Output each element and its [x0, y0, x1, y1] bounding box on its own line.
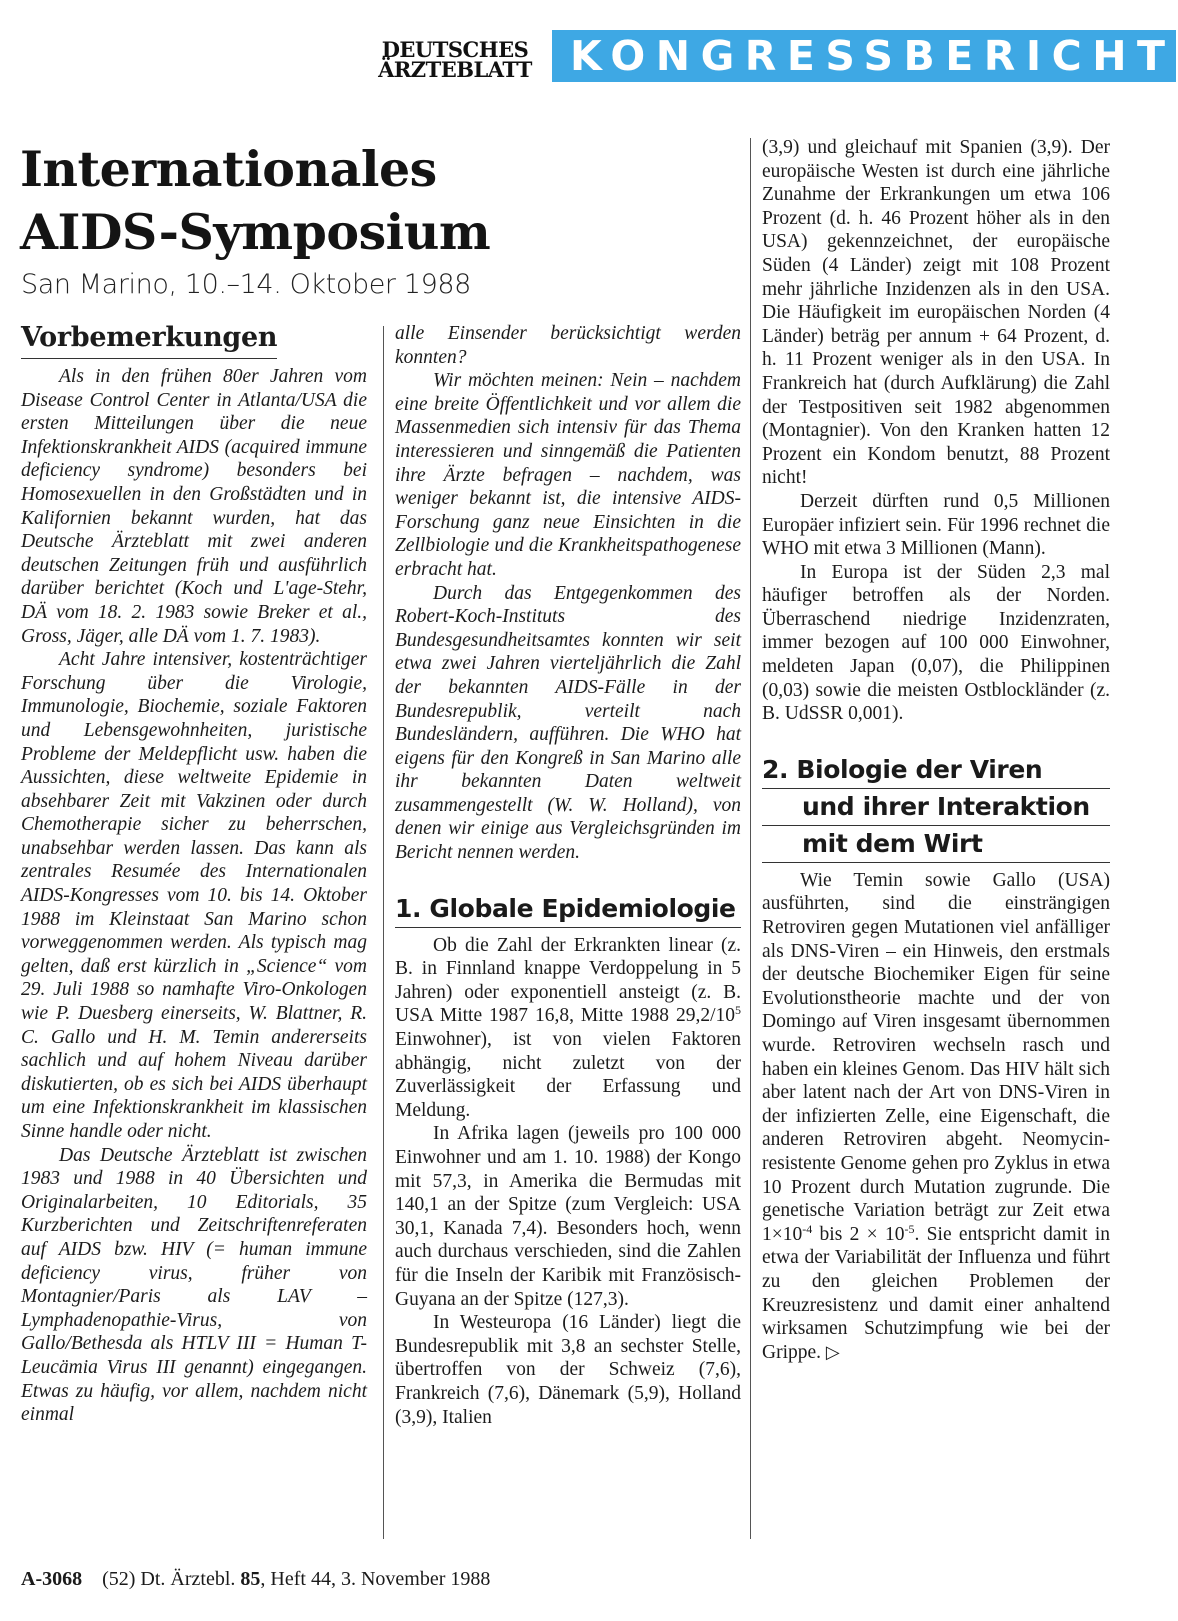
- article-subtitle: San Marino, 10.–14. Oktober 1988: [21, 269, 471, 300]
- citation-issue: , Heft 44, 3. November 1988: [260, 1568, 491, 1590]
- journal-logo: [366, 37, 544, 82]
- section-2-paragraph-1-text-c: . Sie entspricht damit in etwa der Variabilität der Influenza und führt zu den gleichen Problemen der Kreuzresistenz und damit einer anhaltend wirksamen Schutzimpfung wie bei der Grippe.: [762, 1223, 1110, 1363]
- section-1-paragraph-2: In Afrika lagen (jeweils pro 100 000 Einwohner und am 1. 10. 1988) der Kongo mit 57,3, in Amerika die Bermudas mit 140,1 an der Spitze (zum Vergleich: USA 30,1, Kanada 7,4). Besonders hoch, wenn auch durchaus verschieden, sind die Zahlen für die Inseln der Karibik mit Französisch-Guyana an der Spitze (127,3).: [395, 1123, 741, 1310]
- section-1-paragraph-1: [395, 934, 741, 1123]
- article-title-line-1: Internationales: [20, 140, 437, 198]
- section-2-heading-line-2: und ihrer Interaktion: [762, 789, 1110, 826]
- citation-journal: (52) Dt. Ärztebl.: [102, 1568, 236, 1590]
- section-1-heading-text: 1. Globale Epidemiologie: [395, 891, 741, 928]
- section-1-heading: [395, 891, 741, 928]
- intro-paragraph-3: Das Deutsche Ärzteblatt ist zwischen 1983 und 1988 in 40 Übersichten und Originalarbeiten, 10 Editorials, 35 Kurzberichten und Zeitschriftenreferaten auf AIDS bzw. HIV (= human immune deficiency virus, früher von Montagnier/Paris als LAV – Lymphadenopathie-Virus, von Gallo/Bethesda als HTLV III = Human T-Leucämia Virus III genannt) eingegangen. Etwas zu häufig, vor allem, nachdem nicht einmal: [21, 1144, 367, 1426]
- intro-paragraph-4: alle Einsender berücksichtigt werden konnten?: [395, 323, 741, 368]
- continue-arrow-icon: ▷: [825, 1341, 840, 1363]
- intro-paragraph-1: Als in den frühen 80er Jahren vom Disease Control Center in Atlanta/USA die ersten Mitteilungen über die neue Infektionskrankheit AIDS (acquired immune deficiency syndrome) besonders bei Homosexuellen in den Großstädten und in Kalifornien bekannt wurden, hat das Deutsche Ärzteblatt mit zwei anderen deutschen Zeitungen früh und ausführlich darüber berichtet (Koch und L'age-Stehr, DÄ vom 18. 2. 1983 sowie Breker et al., Gross, Jäger, alle DÄ vom 1. 7. 1983).: [21, 366, 367, 647]
- section-1-paragraph-6: In Europa ist der Süden 2,3 mal häufiger betroffen als der Norden. Überraschend niedrige Inzidenzraten, immer bezogen auf 100 000 Einwohner, meldeten Japan (0,07), die Philippinen (0,03) sowie die meisten Ostblockländer (z. B. UdSSR 0,001).: [762, 561, 1110, 725]
- article-title-line-2: AIDS-Symposium: [20, 203, 491, 261]
- column-divider-2: [750, 138, 751, 1539]
- section-2-heading: [762, 752, 1110, 863]
- section-1-paragraph-4: (3,9) und gleichauf mit Spanien (3,9). Der europäische Westen ist durch eine jährliche Zunahme der Erkrankungen um etwa 106 Prozent (d. h. 46 Prozent höher als in den USA) gekennzeichnet, der europäische Süden (4 Länder) zeigt mit 108 Prozent mehr jährliche Inzidenzen als in den USA. Die Häufigkeit im europäischen Norden (4 Länder) beträg per annum + 64 Prozent, d. h. 11 Prozent weniger als in den USA. In Frankreich hat (durch Aufklärung) die Zahl der Testpositiven seit 1982 abgenommen (Montagnier). Von den Kranken hatten 12 Prozent ein Kondom benutzt, 88 Prozent nicht!: [762, 137, 1110, 489]
- intro-paragraph-2: Acht Jahre intensiver, kostenträchtiger Forschung über die Virologie, Immunologie, Biochemie, soziale Faktoren und Lebensgewohnheiten, juristische Probleme der Meldepflicht usw. haben die Aussichten, diese weltweite Epidemie in absehbarer Zeit mit Vakzinen oder durch Chemotherapie sicher zu beherrschen, unabsehbar werden lassen. Das kann als zentrales Resumée des Internationalen AIDS-Kongresses vom 10. bis 14. Oktober 1988 im Kleinstaat San Marino schon vorweggenommen werden. Als typisch mag gelten, daß erst kürzlich in „Science“ vom 29. Juli 1988 so namhafte Viro-Onkologen wie P. Duesberg einerseits, W. Blattner, R. C. Gallo und H. M. Temin andererseits sachlich und auf hohem Niveau darüber diskutierten, ob es sich bei AIDS überhaupt um eine Infektionskrankheit im klassischen Sinne handle oder nicht.: [21, 649, 367, 1142]
- section-1-paragraph-5: Derzeit dürften rund 0,5 Millionen Europäer infiziert sein. Für 1996 rechnet die WHO mit etwa 3 Millionen (Mann).: [762, 490, 1110, 560]
- brand-line-1: DEUTSCHES: [381, 37, 529, 62]
- exponent: 5: [735, 1003, 741, 1018]
- section-2-paragraph-1-text-a: Wie Temin sowie Gallo (USA) ausführten, sind die einsträngigen Retroviren gegen Mutationen viel anfälliger als DNS-Viren – ein Hinweis, den erstmals der deutsche Biochemiker Eigen für seine Evolutionstheorie machte und der von Domingo auf Viren insgesamt übernommen wurde. Retroviren wechseln rasch und haben ein kleines Genom. Das HIV hält sich aber latent nach der Art von DNS-Viren in der infizierten Zelle, eine Eigenschaft, die anderen Retroviren abgeht. Neomycin-resistente Genome gehen pro Zyklus in etwa 10 Prozent durch Mutation zugrunde. Die genetische Variation beträgt zur Zeit etwa 1×10: [762, 869, 1110, 1245]
- exponent: -5: [904, 1221, 915, 1236]
- column-divider-1: [383, 326, 384, 1539]
- section-2-paragraph-1-text-b: bis 2 × 10: [812, 1223, 905, 1245]
- column-3: [762, 136, 1110, 1364]
- section-1-paragraph-1-text-b: Einwohner), ist von vielen Faktoren abhängig, nicht zuletzt von der Zuverlässigkeit der Erfassung und Meldung.: [395, 1029, 741, 1121]
- section-1-paragraph-3: In Westeuropa (16 Länder) liegt die Bundesrepublik mit 3,8 an sechster Stelle, übertroffen von der Schweiz (7,6), Frankreich (7,6), Dänemark (5,9), Holland (3,9), Italien: [395, 1312, 741, 1428]
- intro-paragraph-6: Durch das Entgegenkommen des Robert-Koch-Instituts des Bundesgesundheitsamtes konnten wir seit etwa zwei Jahren vierteljährlich die Zahl der bekannten AIDS-Fälle in der Bundesrepublik, verteilt nach Bundesländern, aufführen. Die WHO hat eigens für den Kongreß in San Marino alle ihr bekannten Daten weltweit zusammengestellt (W. W. Holland), von denen wir einige aus Vergleichsgründen im Bericht nennen werden.: [395, 582, 741, 864]
- section-banner: [552, 30, 1176, 82]
- article-title: [20, 138, 720, 264]
- intro-heading: Vorbemerkungen: [21, 320, 277, 359]
- brand-line-2: ÄRZTEBLATT: [378, 57, 532, 82]
- column-1: [21, 320, 367, 1427]
- section-1-paragraph-1-text-a: Ob die Zahl der Erkrankten linear (z. B. in Finnland knappe Verdoppelung in 5 Jahren) oder exponentiell ansteigt (z. B. USA Mitte 1987 16,8, Mitte 1988 29,2/10: [395, 934, 741, 1027]
- section-2-heading-line-3: mit dem Wirt: [762, 826, 1110, 863]
- section-2-heading-line-1: 2. Biologie der Viren: [762, 752, 1110, 789]
- intro-paragraph-5: Wir möchten meinen: Nein – nachdem eine breite Öffentlichkeit und vor allem die Massenmedien sich intensiv für das Thema interessieren und sinngemäß die Patienten ihre Ärzte befragen – nachdem, was weniger bekannt ist, die intensive AIDS-Forschung ganz neue Einsichten in die Zellbiologie und die Krankheitspathogenese erbracht hat.: [395, 370, 741, 580]
- page-code: A-3068: [21, 1568, 83, 1590]
- citation-volume: 85: [240, 1568, 261, 1590]
- column-2: [395, 322, 741, 1429]
- section-2-paragraph-1: [762, 869, 1110, 1364]
- page-footer: [21, 1566, 490, 1592]
- exponent: -4: [802, 1221, 813, 1236]
- masthead: [0, 0, 1178, 100]
- section-banner-label: KONGRESSBERICHT: [570, 32, 1176, 80]
